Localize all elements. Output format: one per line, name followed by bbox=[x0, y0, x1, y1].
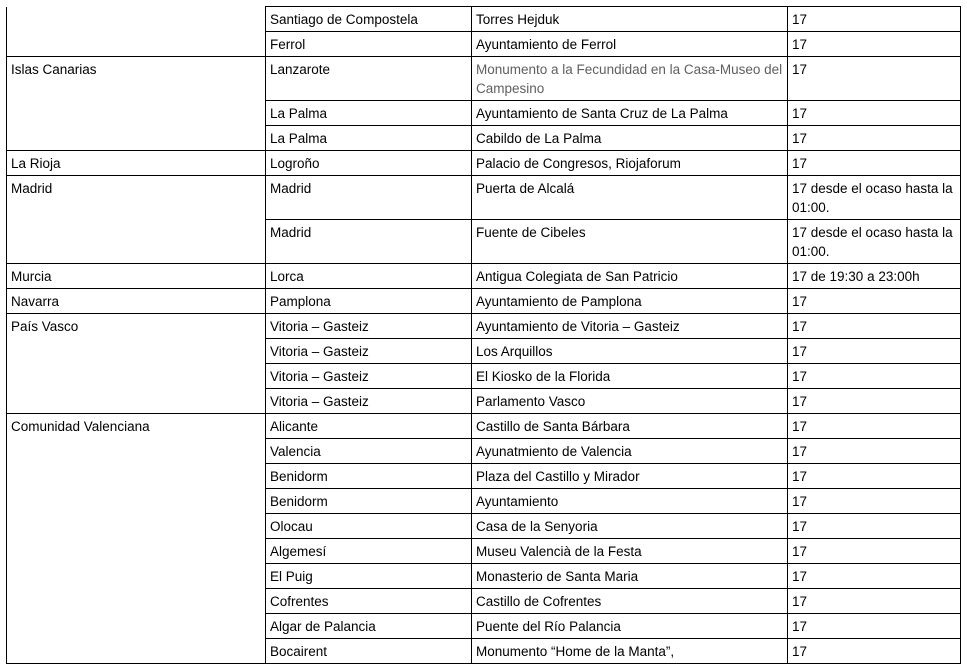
city-cell: El Puig bbox=[266, 564, 472, 589]
table-row bbox=[7, 101, 961, 126]
city-cell: Pamplona bbox=[266, 289, 472, 314]
date-cell: 17 bbox=[788, 414, 961, 439]
city-cell: Benidorm bbox=[266, 489, 472, 514]
table-row bbox=[7, 57, 961, 101]
city-cell: Benidorm bbox=[266, 464, 472, 489]
place-cell: Casa de la Senyoria bbox=[472, 514, 788, 539]
table-row bbox=[7, 126, 961, 151]
date-cell: 17 bbox=[788, 289, 961, 314]
region-cell bbox=[7, 7, 266, 32]
place-cell: Ayuntamiento de Pamplona bbox=[472, 289, 788, 314]
place-cell: Antigua Colegiata de San Patricio bbox=[472, 264, 788, 289]
region-cell bbox=[7, 32, 266, 57]
city-cell: Vitoria – Gasteiz bbox=[266, 314, 472, 339]
city-cell: Madrid bbox=[266, 176, 472, 220]
region-cell: La Rioja bbox=[7, 151, 266, 176]
date-cell: 17 bbox=[788, 314, 961, 339]
city-cell: Algemesí bbox=[266, 539, 472, 564]
region-cell: País Vasco bbox=[7, 314, 266, 339]
date-cell: 17 desde el ocaso hasta la 01:00. bbox=[788, 176, 961, 220]
table-row bbox=[7, 414, 961, 439]
date-cell: 17 bbox=[788, 464, 961, 489]
region-cell bbox=[7, 389, 266, 414]
city-cell: La Palma bbox=[266, 101, 472, 126]
table-row bbox=[7, 439, 961, 464]
table-row bbox=[7, 389, 961, 414]
place-cell: Plaza del Castillo y Mirador bbox=[472, 464, 788, 489]
date-cell: 17 bbox=[788, 439, 961, 464]
place-cell: Puerta de Alcalá bbox=[472, 176, 788, 220]
table-row bbox=[7, 564, 961, 589]
region-cell: Murcia bbox=[7, 264, 266, 289]
region-cell: Comunidad Valenciana bbox=[7, 414, 266, 439]
monuments-table bbox=[6, 6, 961, 664]
date-cell: 17 bbox=[788, 32, 961, 57]
date-cell: 17 bbox=[788, 389, 961, 414]
city-cell: Algar de Palancia bbox=[266, 614, 472, 639]
table-row bbox=[7, 539, 961, 564]
region-cell bbox=[7, 126, 266, 151]
date-cell: 17 bbox=[788, 7, 961, 32]
place-cell: Puente del Río Palancia bbox=[472, 614, 788, 639]
place-cell: Los Arquillos bbox=[472, 339, 788, 364]
city-cell: Vitoria – Gasteiz bbox=[266, 389, 472, 414]
region-cell: Navarra bbox=[7, 289, 266, 314]
city-cell: Santiago de Compostela bbox=[266, 7, 472, 32]
city-cell: Olocau bbox=[266, 514, 472, 539]
table-row bbox=[7, 289, 961, 314]
place-cell: Monumento “Home de la Manta”, bbox=[472, 639, 788, 664]
region-cell bbox=[7, 101, 266, 126]
place-cell: Torres Hejduk bbox=[472, 7, 788, 32]
place-cell: Monasterio de Santa Maria bbox=[472, 564, 788, 589]
date-cell: 17 bbox=[788, 614, 961, 639]
table-row bbox=[7, 32, 961, 57]
city-cell: Logroño bbox=[266, 151, 472, 176]
table-row bbox=[7, 314, 961, 339]
date-cell: 17 bbox=[788, 101, 961, 126]
date-cell: 17 bbox=[788, 489, 961, 514]
date-cell: 17 bbox=[788, 514, 961, 539]
city-cell: Cofrentes bbox=[266, 589, 472, 614]
city-cell: Bocairent bbox=[266, 639, 472, 664]
place-cell: Fuente de Cibeles bbox=[472, 220, 788, 264]
place-cell: Museu Valencià de la Festa bbox=[472, 539, 788, 564]
table-row bbox=[7, 220, 961, 264]
table-row bbox=[7, 464, 961, 489]
city-cell: Vitoria – Gasteiz bbox=[266, 339, 472, 364]
table-row bbox=[7, 589, 961, 614]
table-row bbox=[7, 339, 961, 364]
region-cell bbox=[7, 220, 266, 264]
date-cell: 17 bbox=[788, 57, 961, 101]
date-cell: 17 bbox=[788, 126, 961, 151]
place-cell: Castillo de Santa Bárbara bbox=[472, 414, 788, 439]
place-cell: Ayuntamiento de Santa Cruz de La Palma bbox=[472, 101, 788, 126]
region-cell bbox=[7, 539, 266, 564]
city-cell: Vitoria – Gasteiz bbox=[266, 364, 472, 389]
city-cell: Alicante bbox=[266, 414, 472, 439]
date-cell: 17 bbox=[788, 639, 961, 664]
city-cell: Lanzarote bbox=[266, 57, 472, 101]
date-cell: 17 bbox=[788, 339, 961, 364]
place-cell: Ayunatmiento de Valencia bbox=[472, 439, 788, 464]
date-cell: 17 bbox=[788, 364, 961, 389]
date-cell: 17 de 19:30 a 23:00h bbox=[788, 264, 961, 289]
date-cell: 17 desde el ocaso hasta la 01:00. bbox=[788, 220, 961, 264]
place-cell: Ayuntamiento de Ferrol bbox=[472, 32, 788, 57]
region-cell bbox=[7, 364, 266, 389]
place-cell: Castillo de Cofrentes bbox=[472, 589, 788, 614]
place-cell: Palacio de Congresos, Riojaforum bbox=[472, 151, 788, 176]
table-row bbox=[7, 176, 961, 220]
place-cell: Cabildo de La Palma bbox=[472, 126, 788, 151]
date-cell: 17 bbox=[788, 539, 961, 564]
region-cell: Islas Canarias bbox=[7, 57, 266, 101]
region-cell bbox=[7, 339, 266, 364]
table-row bbox=[7, 489, 961, 514]
table-row bbox=[7, 514, 961, 539]
date-cell: 17 bbox=[788, 151, 961, 176]
city-cell: Lorca bbox=[266, 264, 472, 289]
table-row bbox=[7, 7, 961, 32]
date-cell: 17 bbox=[788, 589, 961, 614]
place-cell: Monumento a la Fecundidad en la Casa-Museo del Campesino bbox=[472, 57, 788, 101]
region-cell bbox=[7, 439, 266, 464]
place-cell: El Kiosko de la Florida bbox=[472, 364, 788, 389]
region-cell bbox=[7, 639, 266, 664]
date-cell: 17 bbox=[788, 564, 961, 589]
region-cell bbox=[7, 614, 266, 639]
region-cell bbox=[7, 464, 266, 489]
table-row bbox=[7, 364, 961, 389]
region-cell bbox=[7, 564, 266, 589]
region-cell: Madrid bbox=[7, 176, 266, 220]
place-cell: Ayuntamiento bbox=[472, 489, 788, 514]
table-row bbox=[7, 614, 961, 639]
city-cell: Valencia bbox=[266, 439, 472, 464]
region-cell bbox=[7, 514, 266, 539]
place-cell: Ayuntamiento de Vitoria – Gasteiz bbox=[472, 314, 788, 339]
city-cell: Madrid bbox=[266, 220, 472, 264]
city-cell: La Palma bbox=[266, 126, 472, 151]
table-row bbox=[7, 264, 961, 289]
table-row bbox=[7, 151, 961, 176]
table-row bbox=[7, 639, 961, 664]
region-cell bbox=[7, 489, 266, 514]
table-body bbox=[7, 7, 961, 664]
city-cell: Ferrol bbox=[266, 32, 472, 57]
region-cell bbox=[7, 589, 266, 614]
place-cell: Parlamento Vasco bbox=[472, 389, 788, 414]
